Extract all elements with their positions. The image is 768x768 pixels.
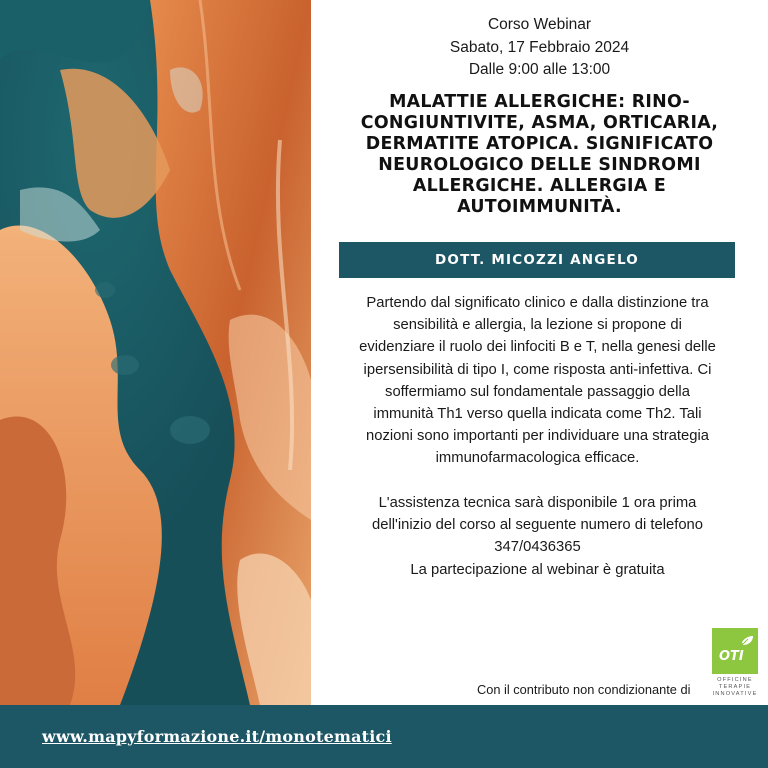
title-line: CONGIUNTIVITE, ASMA, ORTICARIA, [360,113,719,133]
description-line: Partendo dal significato clinico e dalla distinzione tra [366,295,709,311]
sponsor-text: Con il contributo non condizionante di [477,682,691,697]
title-line: NEUROLOGICO DELLE SINDROMI [378,155,701,175]
title-line: MALATTIE ALLERGICHE: RINO- [389,92,690,112]
phone-number: 347/0436365 [494,539,581,556]
logo-subtitle [705,677,765,698]
description-line: immunità Th1 verso quella indicata come Th2. Tali [373,406,702,423]
logo-subtitle-line: INNOVATIVE [712,691,758,697]
website-link[interactable]: www.mapyformazione.it/monotematici [42,727,392,746]
description-line: nozioni sono importanti per individuare una strategia [365,428,709,445]
content-panel [311,0,768,705]
title-line: ALLERGICHE. ALLERGIA E [412,176,667,196]
event-info [311,14,768,82]
description-line: immunofarmacologica efficace. [435,450,640,467]
description-line: sensibilità e allergia, la lezione si propone di [393,317,682,334]
speaker-banner: DOTT. MICOZZI ANGELO [339,242,735,278]
description-line: ipersensibilità di tipo I, come risposta anti-infettiva. Ci [363,361,712,378]
course-description [311,292,764,470]
event-date: Sabato, 17 Febbraio 2024 [449,38,630,56]
logo-text: OTI [719,649,744,664]
course-title [351,92,728,218]
title-line: AUTOIMMUNITÀ. [457,197,622,217]
description-line: evidenziare il ruolo dei linfociti B e T, nella genesi delle [359,339,716,356]
footer-bar [0,705,768,768]
assistance-line: L'assistenza tecnica sarà disponibile 1 ora prima [378,495,697,511]
free-participation-note: La partecipazione al webinar è gratuita [410,561,665,578]
logo-subtitle-line: TERAPIE [718,684,752,690]
event-type: Corso Webinar [487,16,592,33]
aerial-landscape-image [0,0,311,705]
oti-logo [712,628,758,674]
event-time: Dalle 9:00 alle 13:00 [468,61,611,78]
title-line: DERMATITE ATOPICA. SIGNIFICATO [365,134,714,154]
assistance-info [311,492,764,581]
description-line: soffermiamo sul fondamentale passaggio della [385,383,690,400]
assistance-line: dell'inizio del corso al seguente numero di telefono [371,517,704,534]
logo-subtitle-line: OFFICINE [717,677,753,683]
